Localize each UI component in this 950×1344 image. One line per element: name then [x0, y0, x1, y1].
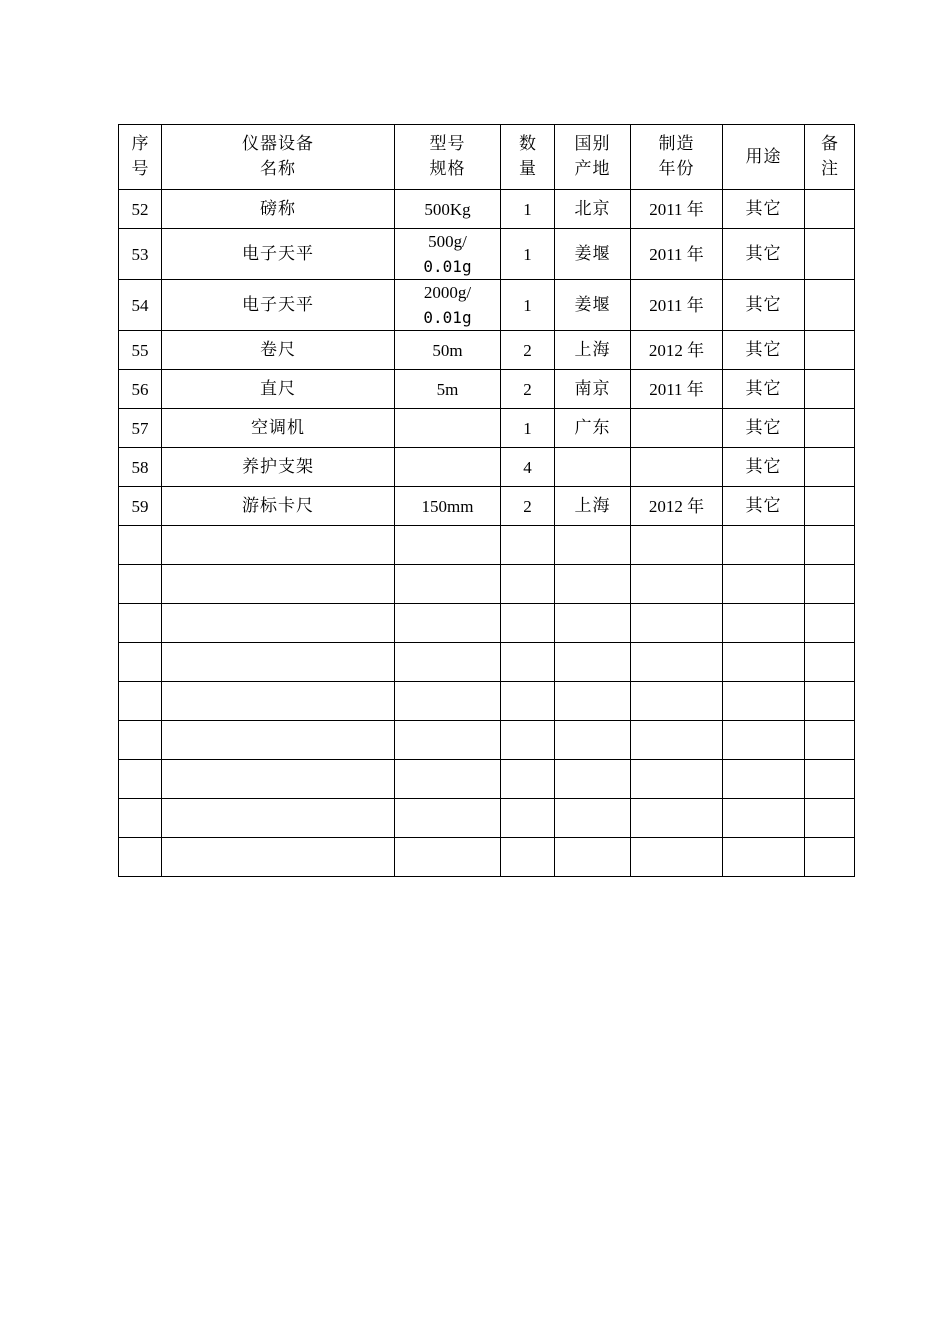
empty-table-row	[119, 526, 855, 565]
table-row	[119, 229, 855, 280]
cell-serial-no	[119, 682, 162, 721]
cell-model-spec	[395, 565, 501, 604]
cell-equipment-name	[162, 526, 395, 565]
table-row	[119, 280, 855, 331]
cell-serial-no	[119, 565, 162, 604]
cell-manufacture-year: 2012 年	[631, 331, 723, 370]
empty-table-row	[119, 682, 855, 721]
header-remarks: 备 注	[805, 125, 855, 190]
cell-equipment-name	[162, 721, 395, 760]
cell-usage	[723, 682, 805, 721]
cell-usage: 其它	[723, 229, 805, 280]
cell-manufacture-year	[631, 721, 723, 760]
cell-model-spec	[395, 682, 501, 721]
cell-serial-no: 58	[119, 448, 162, 487]
cell-origin	[555, 526, 631, 565]
cell-serial-no: 57	[119, 409, 162, 448]
cell-remarks	[805, 229, 855, 280]
cell-quantity: 2	[501, 487, 555, 526]
empty-table-row	[119, 721, 855, 760]
cell-equipment-name: 卷尺	[162, 331, 395, 370]
cell-equipment-name	[162, 760, 395, 799]
cell-remarks	[805, 721, 855, 760]
cell-serial-no: 52	[119, 190, 162, 229]
cell-usage	[723, 799, 805, 838]
header-origin: 国别 产地	[555, 125, 631, 190]
table-row	[119, 331, 855, 370]
table-body	[119, 190, 855, 877]
cell-serial-no	[119, 526, 162, 565]
cell-serial-no: 56	[119, 370, 162, 409]
cell-remarks	[805, 190, 855, 229]
cell-equipment-name: 磅称	[162, 190, 395, 229]
cell-manufacture-year	[631, 448, 723, 487]
cell-equipment-name: 游标卡尺	[162, 487, 395, 526]
cell-origin	[555, 721, 631, 760]
cell-manufacture-year	[631, 799, 723, 838]
cell-usage: 其它	[723, 487, 805, 526]
cell-model-spec	[395, 448, 501, 487]
cell-manufacture-year: 2012 年	[631, 487, 723, 526]
cell-quantity: 4	[501, 448, 555, 487]
cell-model-spec	[395, 370, 501, 409]
cell-remarks	[805, 409, 855, 448]
cell-remarks	[805, 487, 855, 526]
model-spec-line: 5m	[436, 379, 459, 399]
cell-model-spec	[395, 760, 501, 799]
cell-remarks	[805, 280, 855, 331]
cell-manufacture-year	[631, 526, 723, 565]
cell-quantity: 2	[501, 331, 555, 370]
table-row	[119, 370, 855, 409]
empty-table-row	[119, 565, 855, 604]
cell-model-spec	[395, 604, 501, 643]
cell-remarks	[805, 799, 855, 838]
model-spec-line: 0.01g	[423, 257, 472, 276]
cell-origin	[555, 682, 631, 721]
cell-equipment-name	[162, 799, 395, 838]
header-usage: 用途	[723, 125, 805, 190]
cell-serial-no	[119, 760, 162, 799]
cell-remarks	[805, 604, 855, 643]
cell-quantity: 2	[501, 370, 555, 409]
model-spec-line: 2000g/	[423, 283, 472, 302]
cell-manufacture-year	[631, 760, 723, 799]
cell-usage: 其它	[723, 280, 805, 331]
cell-origin: 上海	[555, 487, 631, 526]
cell-usage: 其它	[723, 190, 805, 229]
cell-manufacture-year	[631, 643, 723, 682]
cell-origin: 南京	[555, 370, 631, 409]
cell-serial-no	[119, 838, 162, 877]
header-model-spec: 型号 规格	[395, 125, 501, 190]
cell-remarks	[805, 448, 855, 487]
header-manufacture-year: 制造 年份	[631, 125, 723, 190]
model-spec-line: 50m	[432, 340, 463, 360]
cell-usage	[723, 838, 805, 877]
model-spec-line: 150mm	[421, 496, 474, 516]
cell-model-spec	[395, 331, 501, 370]
cell-equipment-name	[162, 604, 395, 643]
cell-origin: 姜堰	[555, 280, 631, 331]
table-row	[119, 409, 855, 448]
table-row	[119, 448, 855, 487]
cell-equipment-name: 养护支架	[162, 448, 395, 487]
header-equipment-name: 仪器设备 名称	[162, 125, 395, 190]
cell-manufacture-year	[631, 409, 723, 448]
cell-remarks	[805, 682, 855, 721]
cell-equipment-name: 直尺	[162, 370, 395, 409]
cell-serial-no	[119, 799, 162, 838]
cell-serial-no: 53	[119, 229, 162, 280]
cell-manufacture-year	[631, 565, 723, 604]
cell-equipment-name: 电子天平	[162, 280, 395, 331]
cell-usage: 其它	[723, 370, 805, 409]
cell-usage	[723, 760, 805, 799]
cell-model-spec	[395, 721, 501, 760]
table-row	[119, 487, 855, 526]
cell-usage	[723, 565, 805, 604]
cell-usage: 其它	[723, 331, 805, 370]
cell-quantity	[501, 682, 555, 721]
cell-origin	[555, 565, 631, 604]
empty-table-row	[119, 760, 855, 799]
cell-origin	[555, 838, 631, 877]
empty-table-row	[119, 604, 855, 643]
cell-model-spec	[395, 409, 501, 448]
cell-model-spec	[395, 799, 501, 838]
cell-equipment-name	[162, 565, 395, 604]
cell-origin	[555, 760, 631, 799]
cell-serial-no: 59	[119, 487, 162, 526]
header-quantity: 数 量	[501, 125, 555, 190]
header-serial-no: 序 号	[119, 125, 162, 190]
cell-equipment-name: 空调机	[162, 409, 395, 448]
cell-usage: 其它	[723, 409, 805, 448]
cell-usage	[723, 721, 805, 760]
cell-serial-no: 55	[119, 331, 162, 370]
cell-quantity: 1	[501, 280, 555, 331]
table-header-row	[119, 125, 855, 190]
cell-manufacture-year: 2011 年	[631, 190, 723, 229]
cell-remarks	[805, 565, 855, 604]
table-row	[119, 190, 855, 229]
cell-equipment-name	[162, 643, 395, 682]
cell-model-spec	[395, 487, 501, 526]
cell-manufacture-year: 2011 年	[631, 280, 723, 331]
cell-manufacture-year	[631, 682, 723, 721]
cell-origin: 北京	[555, 190, 631, 229]
cell-quantity	[501, 838, 555, 877]
cell-equipment-name	[162, 838, 395, 877]
cell-serial-no: 54	[119, 280, 162, 331]
model-spec-line: 500g/	[428, 232, 467, 251]
equipment-table	[118, 124, 855, 877]
cell-quantity	[501, 799, 555, 838]
cell-quantity	[501, 760, 555, 799]
cell-origin: 上海	[555, 331, 631, 370]
cell-serial-no	[119, 643, 162, 682]
cell-origin: 姜堰	[555, 229, 631, 280]
cell-serial-no	[119, 604, 162, 643]
cell-origin	[555, 448, 631, 487]
cell-manufacture-year: 2011 年	[631, 370, 723, 409]
cell-remarks	[805, 838, 855, 877]
cell-model-spec	[395, 838, 501, 877]
cell-remarks	[805, 526, 855, 565]
cell-usage	[723, 604, 805, 643]
cell-quantity	[501, 526, 555, 565]
cell-model-spec	[395, 643, 501, 682]
cell-equipment-name	[162, 682, 395, 721]
cell-origin	[555, 604, 631, 643]
cell-quantity	[501, 643, 555, 682]
cell-origin	[555, 799, 631, 838]
cell-model-spec	[395, 526, 501, 565]
cell-remarks	[805, 643, 855, 682]
cell-serial-no	[119, 721, 162, 760]
cell-model-spec	[395, 280, 501, 331]
empty-table-row	[119, 799, 855, 838]
cell-model-spec	[395, 190, 501, 229]
cell-manufacture-year	[631, 604, 723, 643]
cell-quantity: 1	[501, 190, 555, 229]
cell-manufacture-year	[631, 838, 723, 877]
cell-quantity	[501, 604, 555, 643]
model-spec-line: 500Kg	[424, 199, 471, 219]
cell-quantity: 1	[501, 229, 555, 280]
empty-table-row	[119, 643, 855, 682]
cell-quantity	[501, 721, 555, 760]
cell-model-spec	[395, 229, 501, 280]
cell-usage: 其它	[723, 448, 805, 487]
model-spec-line: 0.01g	[423, 308, 472, 327]
cell-usage	[723, 526, 805, 565]
cell-manufacture-year: 2011 年	[631, 229, 723, 280]
empty-table-row	[119, 838, 855, 877]
cell-quantity	[501, 565, 555, 604]
cell-remarks	[805, 331, 855, 370]
cell-remarks	[805, 760, 855, 799]
cell-usage	[723, 643, 805, 682]
cell-quantity: 1	[501, 409, 555, 448]
cell-equipment-name: 电子天平	[162, 229, 395, 280]
cell-remarks	[805, 370, 855, 409]
cell-origin	[555, 643, 631, 682]
cell-origin: 广东	[555, 409, 631, 448]
